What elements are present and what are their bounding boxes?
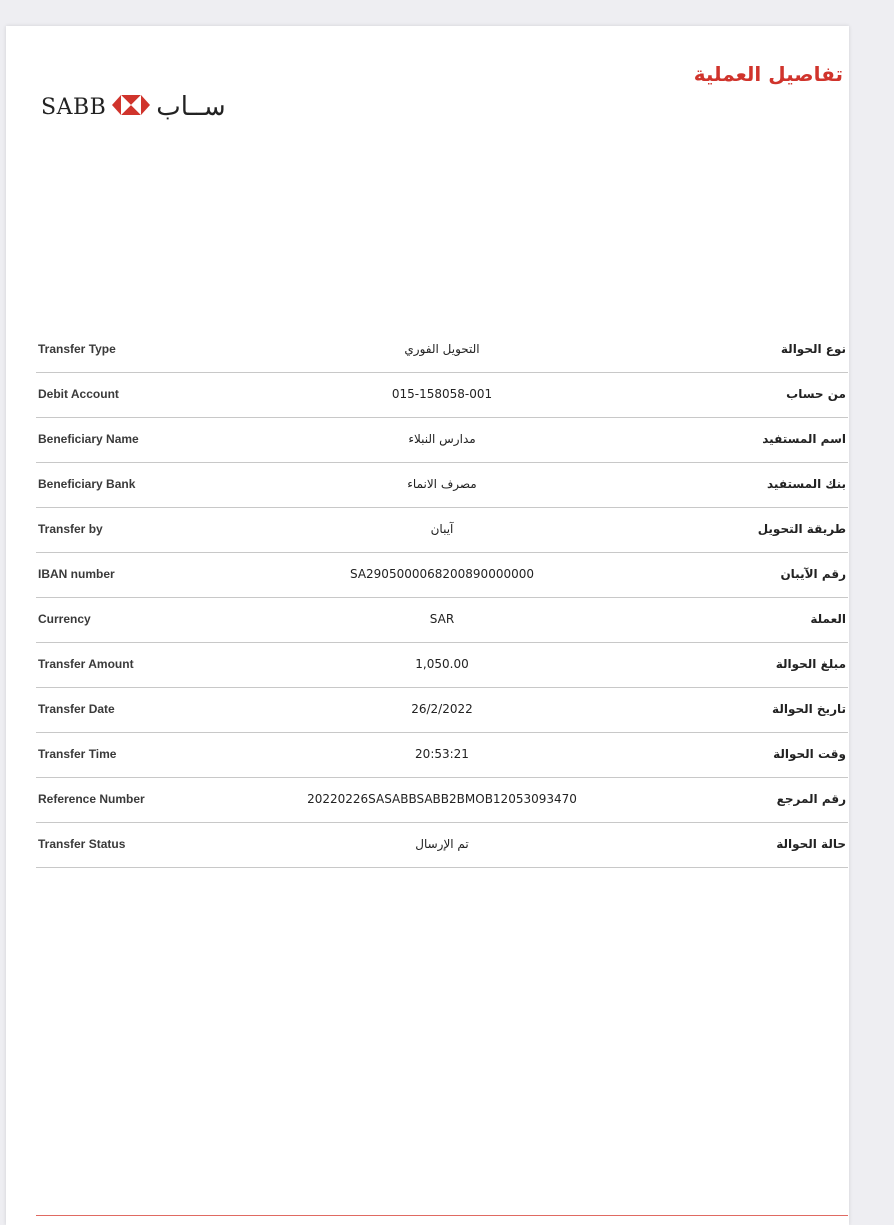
row-label-ar: تاريخ الحوالة [772, 702, 846, 716]
hexagon-logo-icon [112, 94, 150, 120]
footer-divider [36, 1215, 848, 1216]
transfer-details-table [36, 328, 848, 868]
row-value: 26/2/2022 [411, 702, 473, 716]
table-row [36, 643, 848, 688]
row-label-ar: من حساب [786, 387, 846, 401]
table-row [36, 823, 848, 868]
row-label-en: Beneficiary Bank [38, 477, 136, 491]
row-label-ar: طريقة التحويل [757, 522, 846, 536]
row-label-ar: رقم المرجع [776, 792, 846, 806]
logo-text-ar: ســاب [156, 92, 226, 122]
row-value: مصرف الانماء [407, 477, 477, 491]
row-value: 20:53:21 [415, 747, 469, 761]
table-row [36, 733, 848, 778]
table-row [36, 553, 848, 598]
row-value: 20220226SASABBSABB2BMOB12053093470 [307, 792, 577, 806]
row-value: تم الإرسال [415, 837, 469, 851]
row-label-en: Transfer Status [38, 837, 126, 851]
logo-text-en: SABB [41, 94, 107, 120]
table-row [36, 418, 848, 463]
row-label-en: Beneficiary Name [38, 432, 139, 446]
table-row [36, 598, 848, 643]
page-title: تفاصيل العملية [693, 62, 843, 86]
row-label-en: Transfer Type [38, 342, 116, 356]
row-label-ar: نوع الحوالة [780, 342, 846, 356]
transaction-receipt-page [6, 26, 849, 1225]
row-label-en: Reference Number [38, 792, 145, 806]
row-value: آيبان [430, 522, 454, 536]
row-label-en: Debit Account [38, 387, 119, 401]
table-row [36, 508, 848, 553]
row-label-en: Transfer Date [38, 702, 115, 716]
row-value: SAR [429, 612, 455, 626]
row-label-ar: العملة [810, 612, 846, 626]
table-row [36, 463, 848, 508]
row-label-en: Currency [38, 612, 91, 626]
row-label-en: Transfer Time [38, 747, 117, 761]
row-label-en: Transfer by [38, 522, 103, 536]
row-value: 015-158058-001 [391, 387, 493, 401]
table-row [36, 778, 848, 823]
table-row [36, 373, 848, 418]
row-value: التحويل الفوري [404, 342, 480, 356]
sabb-logo [41, 92, 226, 122]
row-label-ar: رقم الآيبان [780, 567, 846, 581]
row-label-ar: مبلغ الحوالة [775, 657, 846, 671]
row-label-en: IBAN number [38, 567, 115, 581]
table-row [36, 328, 848, 373]
row-label-ar: وقت الحوالة [773, 747, 846, 761]
row-label-ar: حالة الحوالة [776, 837, 846, 851]
row-label-ar: بنك المستفيد [767, 477, 846, 491]
row-label-ar: اسم المستفيد [762, 432, 846, 446]
table-row [36, 688, 848, 733]
row-label-en: Transfer Amount [38, 657, 134, 671]
row-value: مدارس النبلاء [408, 432, 476, 446]
row-value: SA2905000068200890000000 [349, 567, 534, 581]
row-value: 1,050.00 [415, 657, 469, 671]
